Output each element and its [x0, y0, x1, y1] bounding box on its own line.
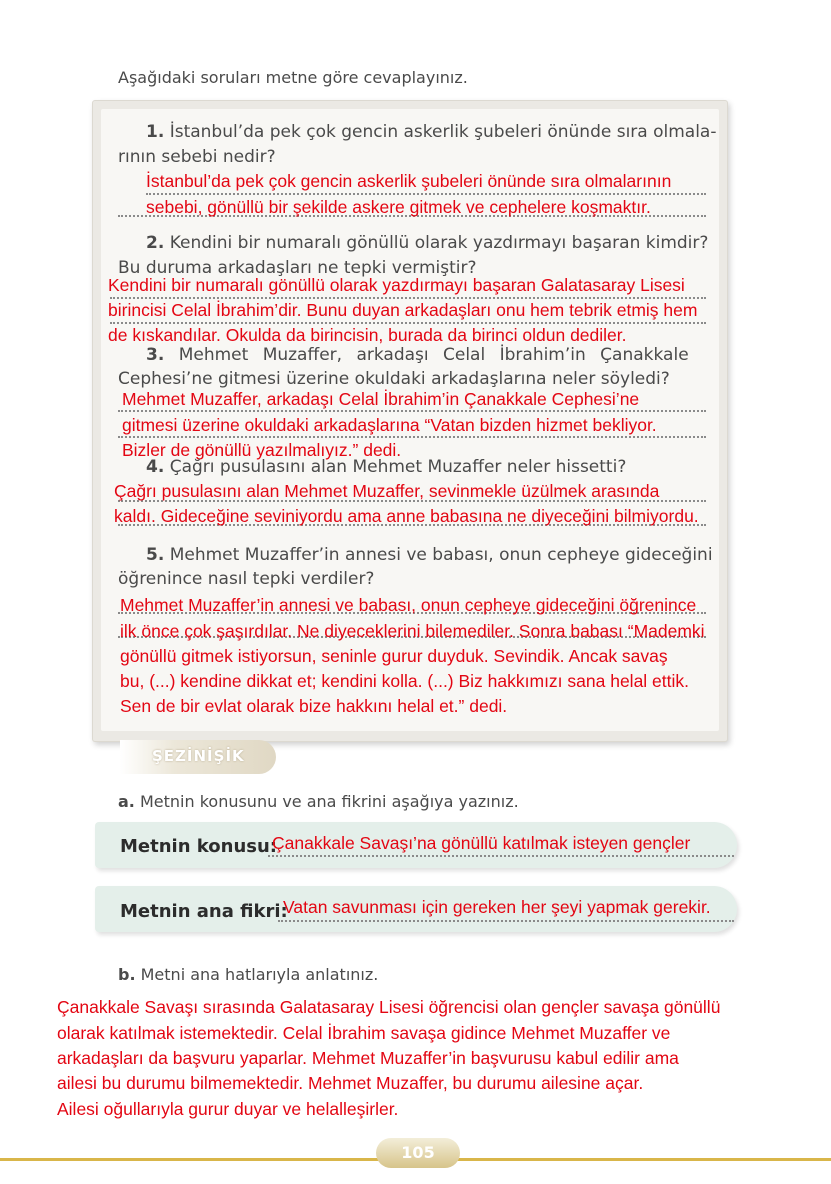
topic-label: Metnin konusu: — [120, 836, 277, 857]
question-5-line-2: öğrenince nasıl tepki verdiler? — [118, 569, 375, 589]
answer-5-line-1: Mehmet Muzaffer’in annesi ve babası, onun cepheye gideceğini öğrenince — [120, 595, 697, 615]
part-b-answer-line-2: olarak katılmak istemektedir. Celal İbrahim savaşa gidince Mehmet Muzaffer ve — [57, 1023, 671, 1043]
question-2-text: Kendini bir numaralı gönüllü olarak yazdırmayı başaran kimdir? — [169, 233, 709, 253]
question-5-line-1 — [146, 543, 713, 567]
question-3-number: 3. — [146, 345, 165, 365]
answer-3-line-2: gitmesi üzerine okuldaki arkadaşlarına “Vatan bizden hizmet bekliyor. — [122, 415, 657, 435]
answer-5-line-4: bu, (...) kendine dikkat et; kendini kolla. (...) Biz hakkımızı sana helal ettik. — [120, 671, 690, 691]
question-2-line-2: Bu duruma arkadaşları ne tepki vermiştir? — [118, 258, 477, 278]
answer-1-line-1: İstanbul’da pek çok gencin askerlik şubeleri önünde sıra olmalarının — [146, 171, 672, 191]
answer-5-line-3: gönüllü gitmek istiyorsun, seninle gurur duyduk. Sevindik. Ancak savaş — [120, 646, 668, 666]
part-b-answer-line-5: Ailesi oğullarıyla gurur duyar ve helalleşirler. — [57, 1099, 399, 1119]
question-1-number: 1. — [146, 122, 165, 142]
part-b-answer-line-3: arkadaşları da başvuru yaparlar. Mehmet Muzaffer’in başvurusu kabul edilir ama — [57, 1048, 679, 1068]
question-1-line-2: rının sebebi nedir? — [118, 147, 276, 167]
question-3-text: Mehmet Muzaffer, arkadaşı Celal İbrahim’in Çanakkale — [178, 345, 689, 365]
part-a-instruction — [118, 792, 519, 811]
page-number: 105 — [401, 1143, 435, 1162]
answer-1-line-2: sebebi, gönüllü bir şekilde askere gitmek ve cephelere koşmaktır. — [146, 197, 651, 217]
answer-2-line-2: birincisi Celal İbrahim’dir. Bunu duyan arkadaşları onu hem tebrik etmiş hem — [108, 300, 698, 320]
answer-3-line-3: Bizler de gönüllü yazılmalıyız.” dedi. — [122, 440, 402, 460]
section-badge-label: ŞEZİNİŞİK — [152, 747, 245, 765]
answer-2-line-3: de kıskandılar. Okulda da birincisin, burada da birinci oldun dediler. — [108, 325, 627, 345]
part-b-answer-line-1: Çanakkale Savaşı sırasında Galatasaray Lisesi öğrencisi olan gençler savaşa gönüllü — [57, 997, 721, 1017]
part-b-text: Metni ana hatlarıyla anlatınız. — [140, 965, 379, 984]
question-5-text: Mehmet Muzaffer’in annesi ve babası, onun cepheye gideceğini — [169, 545, 713, 565]
part-b-answer-line-4: ailesi bu durumu bilmemektedir. Mehmet Muzaffer, bu durumu ailesine açar. — [57, 1073, 644, 1093]
question-4-line-1 — [146, 455, 626, 479]
part-b-instruction — [118, 965, 378, 984]
main-idea-label: Metnin ana fikri: — [120, 901, 288, 922]
question-5-number: 5. — [146, 545, 165, 565]
question-1-text: İstanbul’da pek çok gencin askerlik şubeleri önünde sıra olmala- — [169, 122, 717, 142]
question-1-line-1 — [146, 120, 716, 144]
part-a-prefix: a. — [118, 792, 135, 811]
question-2-number: 2. — [146, 233, 165, 253]
answer-3-line-1: Mehmet Muzaffer, arkadaşı Celal İbrahim’in Çanakkale Cephesi’ne — [122, 389, 640, 409]
question-2-line-1 — [146, 231, 708, 255]
answer-2-line-1: Kendini bir numaralı gönüllü olarak yazdırmayı başaran Galatasaray Lisesi — [108, 275, 685, 295]
question-3-line-2: Cephesi’ne gitmesi üzerine okuldaki arkadaşlarına neler söyledi? — [118, 369, 670, 389]
answer-4-line-1: Çağrı pusulasını alan Mehmet Muzaffer, sevinmekle üzülmek arasında — [114, 481, 660, 501]
part-a-text: Metnin konusunu ve ana fikrini aşağıya yazınız. — [139, 792, 519, 811]
instruction-heading: Aşağıdaki soruları metne göre cevaplayınız. — [118, 68, 468, 87]
main-idea-answer: Vatan savunması için gereken her şeyi yapmak gerekir. — [283, 897, 711, 917]
main-idea-answer-line — [278, 920, 734, 922]
question-4-text: Çağrı pusulasını alan Mehmet Muzaffer neler hissetti? — [169, 457, 627, 477]
question-4-number: 4. — [146, 457, 165, 477]
answer-5-line-5: Sen de bir evlat olarak bize hakkını helal et.” dedi. — [120, 696, 508, 716]
answer-4-line-2: kaldı. Gideceğine seviniyordu ama anne babasına ne diyeceğini bilmiyordu. — [114, 506, 699, 526]
question-3-line-1 — [146, 343, 689, 367]
topic-answer: Çanakkale Savaşı’na gönüllü katılmak isteyen gençler — [272, 833, 691, 853]
part-b-prefix: b. — [118, 965, 136, 984]
answer-5-line-2: ilk önce çok şaşırdılar. Ne diyeceklerini bilemediler. Sonra babası “Mademki — [120, 621, 705, 641]
